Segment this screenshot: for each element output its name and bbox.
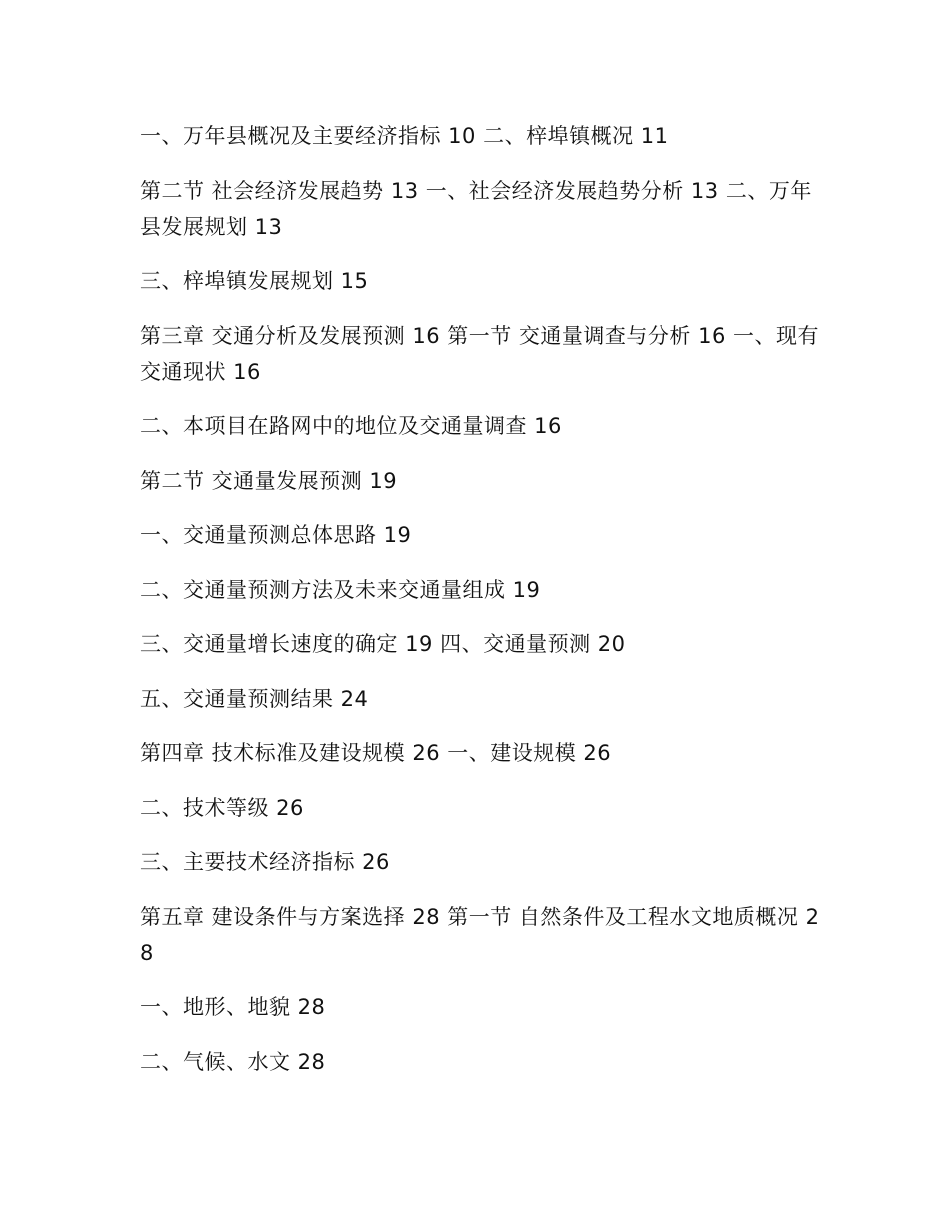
toc-entry: 第二节 社会经济发展趋势 13 一、社会经济发展趋势分析 13 二、万年县发展规划 13 bbox=[140, 178, 812, 239]
toc-entry: 五、交通量预测结果 24 bbox=[140, 686, 369, 711]
toc-entry: 第二节 交通量发展预测 19 bbox=[140, 468, 398, 493]
toc-entry: 第四章 技术标准及建设规模 26 一、建设规模 26 bbox=[140, 741, 612, 765]
toc-entry: 三、梓埠镇发展规划 15 bbox=[140, 269, 369, 293]
toc-entry: 一、地形、地貌 28 bbox=[140, 995, 326, 1019]
table-of-contents bbox=[140, 118, 820, 1098]
toc-entry: 二、本项目在路网中的地位及交通量调查 16 bbox=[140, 414, 562, 438]
toc-entry: 一、万年县概况及主要经济指标 10 二、梓埠镇概况 11 bbox=[140, 124, 669, 148]
toc-entry: 第三章 交通分析及发展预测 16 第一节 交通量调查与分析 16 一、现有交通现状 16 bbox=[140, 323, 819, 384]
toc-entry: 二、交通量预测方法及未来交通量组成 19 bbox=[140, 577, 541, 602]
toc-entry: 二、技术等级 26 bbox=[140, 795, 304, 820]
toc-entry: 三、交通量增长速度的确定 19 四、交通量预测 20 bbox=[140, 632, 626, 656]
toc-entry: 二、气候、水文 28 bbox=[140, 1049, 326, 1074]
toc-entry: 一、交通量预测总体思路 19 bbox=[140, 523, 412, 547]
toc-entry: 三、主要技术经济指标 26 bbox=[140, 850, 390, 874]
toc-entry: 第五章 建设条件与方案选择 28 第一节 自然条件及工程水文地质概况 28 bbox=[140, 904, 820, 965]
